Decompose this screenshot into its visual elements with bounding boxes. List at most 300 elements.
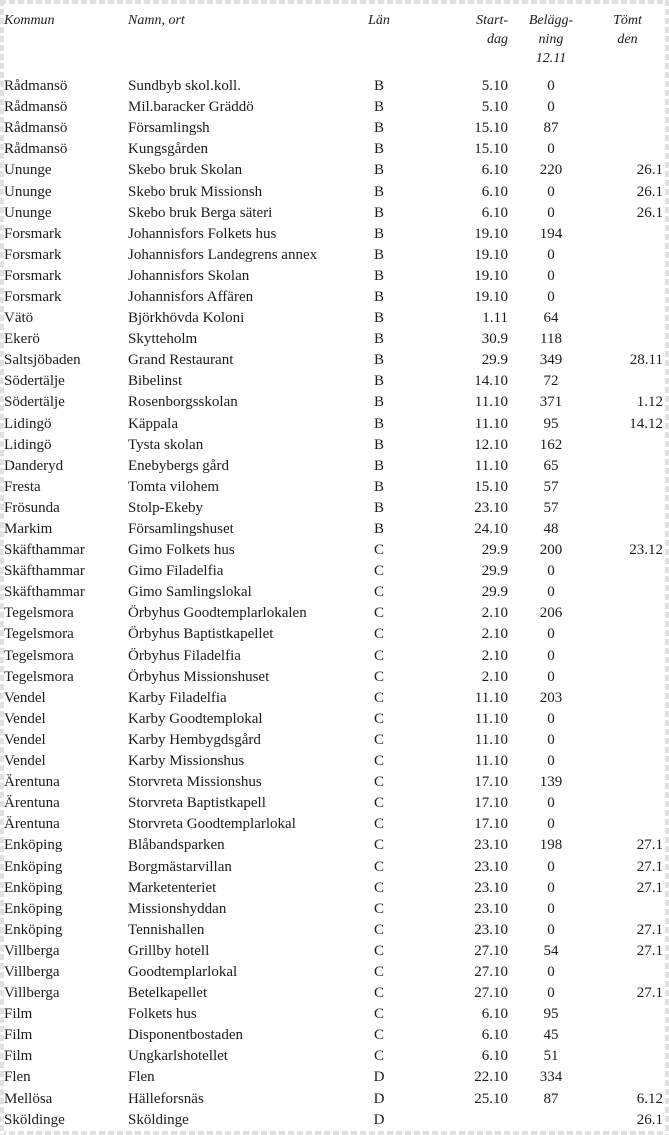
tomt-cell <box>586 308 665 329</box>
belaggning-cell: 198 <box>539 837 563 854</box>
belaggning-cell: 0 <box>547 816 555 833</box>
table-row <box>4 1110 665 1131</box>
namn-cell: Storvreta Baptistkapell <box>128 795 266 812</box>
startdag-cell: 19.10 <box>474 225 508 242</box>
kommun-cell: Fresta <box>4 478 41 495</box>
kommun-cell: Enköping <box>4 900 63 917</box>
belaggning-cell: 95 <box>543 1006 559 1023</box>
namn-cell: Borgmästarvillan <box>128 858 232 875</box>
startdag-cell: 23.10 <box>474 921 508 938</box>
kommun-cell: Skäfthammar <box>4 584 85 601</box>
namn-cell: Björkhövda Koloni <box>128 310 245 327</box>
lan-cell: B <box>373 183 384 200</box>
tomt-cell: 23.12 <box>629 542 663 559</box>
startdag-cell: 29.9 <box>481 584 508 601</box>
belaggning-cell: 220 <box>539 162 563 179</box>
table-row <box>4 983 665 1004</box>
kommun-cell: Forsmark <box>4 225 62 242</box>
tomt-cell <box>586 1067 665 1088</box>
namn-cell: Skebo bruk Missionsh <box>128 183 263 200</box>
namn-cell: Stolp-Ekeby <box>128 499 203 516</box>
kommun-cell: Saltsjöbaden <box>4 352 81 369</box>
lan-cell: B <box>373 78 384 95</box>
namn-cell: Ungkarlshotellet <box>128 1048 228 1065</box>
belaggning-cell: 51 <box>543 1048 559 1065</box>
tomt-cell <box>586 962 665 983</box>
lan-cell: B <box>373 99 384 116</box>
belaggning-cell: 57 <box>543 499 559 516</box>
startdag-cell: 23.10 <box>474 837 508 854</box>
lan-cell: C <box>373 795 384 812</box>
belaggning-cell: 206 <box>539 605 563 622</box>
lan-cell: B <box>373 394 384 411</box>
namn-cell: Enebybergs gård <box>128 457 229 474</box>
table-body <box>4 76 665 1131</box>
belaggning-cell: 194 <box>539 225 563 242</box>
table-row <box>4 624 665 645</box>
tomt-cell <box>586 709 665 730</box>
tomt-cell: 27.1 <box>636 858 663 875</box>
belaggning-cell: 0 <box>547 795 555 812</box>
belaggning-cell: 118 <box>540 331 562 348</box>
table-row <box>4 835 665 856</box>
namn-cell: Hälleforsnäs <box>128 1090 204 1107</box>
tomt-cell <box>586 1004 665 1025</box>
lan-cell: C <box>373 985 384 1002</box>
startdag-cell: 12.10 <box>474 436 508 453</box>
tomt-cell <box>586 667 665 688</box>
tomt-cell: 27.1 <box>636 985 663 1002</box>
page-edge-bottom <box>0 1131 669 1135</box>
namn-cell: Tennishallen <box>128 921 205 938</box>
namn-cell: Johannisfors Affären <box>128 288 254 305</box>
belaggning-cell: 203 <box>539 689 563 706</box>
lan-cell: B <box>373 310 384 327</box>
lan-cell: D <box>373 1069 385 1086</box>
belaggning-cell: 72 <box>543 373 559 390</box>
belaggning-cell: 0 <box>547 879 555 896</box>
namn-cell: Bibelinst <box>128 373 183 390</box>
header-startdag: Start- dag <box>476 13 508 47</box>
lan-cell: B <box>373 521 384 538</box>
kommun-cell: Lidingö <box>4 415 52 432</box>
header-belaggning: Belägg- ning 12.11 <box>528 13 574 66</box>
table-row <box>4 477 665 498</box>
belaggning-cell: 0 <box>547 647 555 664</box>
startdag-cell: 29.9 <box>481 563 508 580</box>
lan-cell: C <box>373 668 384 685</box>
lan-cell: D <box>373 1111 385 1128</box>
belaggning-cell: 95 <box>543 415 559 432</box>
namn-cell: Goodtemplarlokal <box>128 963 238 980</box>
tomt-cell <box>586 519 665 540</box>
kommun-cell: Film <box>4 1006 33 1023</box>
table-row <box>4 498 665 519</box>
startdag-cell: 11.10 <box>474 415 508 432</box>
table-row <box>4 772 665 793</box>
tomt-cell <box>586 435 665 456</box>
belaggning-cell: 334 <box>539 1069 563 1086</box>
tomt-cell <box>586 603 665 624</box>
lan-cell: C <box>373 1027 384 1044</box>
namn-cell: Kungsgården <box>128 141 208 158</box>
data-table <box>4 11 665 1131</box>
namn-cell: Betelkapellet <box>128 985 208 1002</box>
startdag-cell: 14.10 <box>474 373 508 390</box>
kommun-cell: Skäfthammar <box>4 563 85 580</box>
lan-cell: C <box>373 816 384 833</box>
startdag-cell <box>416 1110 516 1131</box>
startdag-cell: 19.10 <box>474 267 508 284</box>
table-row <box>4 814 665 835</box>
table-row <box>4 456 665 477</box>
namn-cell: Örbyhus Goodtemplarlokalen <box>128 605 307 622</box>
tomt-cell <box>586 582 665 603</box>
kommun-cell: Villberga <box>4 985 60 1002</box>
table-row <box>4 245 665 266</box>
belaggning-cell: 0 <box>547 963 555 980</box>
lan-cell: B <box>373 120 384 137</box>
table-row <box>4 561 665 582</box>
lan-cell: C <box>373 753 384 770</box>
belaggning-cell: 54 <box>543 942 559 959</box>
table-row <box>4 878 665 899</box>
lan-cell: C <box>373 837 384 854</box>
belaggning-cell <box>516 1110 586 1131</box>
lan-cell: B <box>373 162 384 179</box>
startdag-cell: 19.10 <box>474 288 508 305</box>
lan-cell: C <box>373 542 384 559</box>
belaggning-cell: 0 <box>547 99 555 116</box>
table-row <box>4 646 665 667</box>
tomt-cell <box>586 1025 665 1046</box>
namn-cell: Johannisfors Folkets hus <box>128 225 277 242</box>
belaggning-cell: 0 <box>547 731 555 748</box>
lan-cell: B <box>373 141 384 158</box>
kommun-cell: Vendel <box>4 710 46 727</box>
table-row <box>4 856 665 877</box>
belaggning-cell: 87 <box>543 120 559 137</box>
tomt-cell <box>586 224 665 245</box>
startdag-cell: 6.10 <box>481 162 508 179</box>
startdag-cell: 2.10 <box>481 668 508 685</box>
table-row <box>4 287 665 308</box>
namn-cell: Tomta vilohem <box>128 478 220 495</box>
namn-cell: Johannisfors Skolan <box>128 267 250 284</box>
startdag-cell: 6.10 <box>481 183 508 200</box>
tomt-cell <box>586 118 665 139</box>
kommun-cell: Enköping <box>4 858 63 875</box>
belaggning-cell: 0 <box>547 921 555 938</box>
startdag-cell: 27.10 <box>474 985 508 1002</box>
table-row <box>4 224 665 245</box>
table-row <box>4 793 665 814</box>
startdag-cell: 27.10 <box>474 963 508 980</box>
kommun-cell: Rådmansö <box>4 99 68 116</box>
namn-cell: Gimo Samlingslokal <box>128 584 252 601</box>
kommun-cell: Forsmark <box>4 288 62 305</box>
namn-cell: Skytteholm <box>128 331 198 348</box>
belaggning-cell: 0 <box>547 985 555 1002</box>
table-row <box>4 1025 665 1046</box>
namn-cell: Sköldinge <box>128 1111 189 1128</box>
namn-cell: Tysta skolan <box>128 436 204 453</box>
table-row <box>4 709 665 730</box>
kommun-cell: Enköping <box>4 837 63 854</box>
namn-cell: Gimo Filadelfia <box>128 563 224 580</box>
tomt-cell: 26.1 <box>636 1111 663 1128</box>
namn-cell: Grand Restaurant <box>128 352 234 369</box>
table-row <box>4 371 665 392</box>
tomt-cell <box>586 793 665 814</box>
belaggning-cell: 57 <box>543 478 559 495</box>
tomt-cell: 1.12 <box>636 394 663 411</box>
lan-cell: C <box>373 689 384 706</box>
table-row <box>4 308 665 329</box>
lan-cell: C <box>373 942 384 959</box>
kommun-cell: Sköldinge <box>4 1111 65 1128</box>
namn-cell: Storvreta Goodtemplarlokal <box>128 816 296 833</box>
startdag-cell: 29.9 <box>481 542 508 559</box>
tomt-cell: 26.1 <box>636 183 663 200</box>
belaggning-cell: 45 <box>543 1027 559 1044</box>
lan-cell: B <box>373 225 384 242</box>
startdag-cell: 11.10 <box>474 394 508 411</box>
startdag-cell: 15.10 <box>474 141 508 158</box>
tomt-cell <box>586 266 665 287</box>
header-kommun: Kommun <box>4 13 55 28</box>
startdag-cell: 23.10 <box>474 499 508 516</box>
tomt-cell <box>586 1046 665 1067</box>
lan-cell: B <box>373 373 384 390</box>
tomt-cell: 27.1 <box>636 942 663 959</box>
tomt-cell <box>586 688 665 709</box>
lan-cell: B <box>373 246 384 263</box>
namn-cell: Sundbyb skol.koll. <box>128 78 241 95</box>
startdag-cell: 11.10 <box>474 457 508 474</box>
header-tomt-den: Tömt den <box>613 13 642 47</box>
lan-cell: C <box>373 774 384 791</box>
table-row <box>4 603 665 624</box>
startdag-cell: 23.10 <box>474 858 508 875</box>
table-row <box>4 582 665 603</box>
startdag-cell: 23.10 <box>474 900 508 917</box>
startdag-cell: 6.10 <box>481 1027 508 1044</box>
namn-cell: Johannisfors Landegrens annex <box>128 246 318 263</box>
table-row <box>4 688 665 709</box>
table-row <box>4 540 665 561</box>
lan-cell: C <box>373 879 384 896</box>
header-namn-ort: Namn, ort <box>128 13 185 28</box>
startdag-cell: 29.9 <box>481 352 508 369</box>
table-row <box>4 435 665 456</box>
startdag-cell: 22.10 <box>474 1069 508 1086</box>
namn-cell: Skebo bruk Berga säteri <box>128 204 273 221</box>
lan-cell: B <box>373 415 384 432</box>
table-row <box>4 266 665 287</box>
belaggning-cell: 0 <box>547 204 555 221</box>
namn-cell: Marketenteriet <box>128 879 217 896</box>
kommun-cell: Rådmansö <box>4 141 68 158</box>
lan-cell: C <box>373 1006 384 1023</box>
belaggning-cell: 0 <box>547 858 555 875</box>
tomt-cell <box>586 287 665 308</box>
belaggning-cell: 139 <box>539 774 563 791</box>
kommun-cell: Tegelsmora <box>4 626 74 643</box>
kommun-cell: Enköping <box>4 879 63 896</box>
lan-cell: B <box>373 499 384 516</box>
belaggning-cell: 0 <box>547 668 555 685</box>
kommun-cell: Skäfthammar <box>4 542 85 559</box>
lan-cell: B <box>373 457 384 474</box>
lan-cell: B <box>373 436 384 453</box>
kommun-cell: Vendel <box>4 731 46 748</box>
tomt-cell <box>586 498 665 519</box>
kommun-cell: Ununge <box>4 183 52 200</box>
lan-cell: C <box>373 647 384 664</box>
tomt-cell: 14.12 <box>629 415 663 432</box>
startdag-cell: 5.10 <box>481 78 508 95</box>
tomt-cell <box>586 561 665 582</box>
table-row <box>4 751 665 772</box>
namn-cell: Örbyhus Missionshuset <box>128 668 270 685</box>
tomt-cell <box>586 751 665 772</box>
page-edge-right <box>665 0 669 1135</box>
startdag-cell: 19.10 <box>474 246 508 263</box>
table-row <box>4 519 665 540</box>
startdag-cell: 15.10 <box>474 120 508 137</box>
belaggning-cell: 0 <box>547 753 555 770</box>
startdag-cell: 11.10 <box>474 689 508 706</box>
tomt-cell: 27.1 <box>636 921 663 938</box>
startdag-cell: 6.10 <box>481 1006 508 1023</box>
kommun-cell: Film <box>4 1027 33 1044</box>
kommun-cell: Markim <box>4 521 53 538</box>
kommun-cell: Ekerö <box>4 331 40 348</box>
namn-cell: Församlingsh <box>128 120 210 137</box>
kommun-cell: Ärentuna <box>4 774 60 791</box>
kommun-cell: Tegelsmora <box>4 668 74 685</box>
tomt-cell <box>586 76 665 97</box>
tomt-cell <box>586 814 665 835</box>
namn-cell: Missionshyddan <box>128 900 227 917</box>
startdag-cell: 11.10 <box>474 710 508 727</box>
tomt-cell <box>586 456 665 477</box>
kommun-cell: Vendel <box>4 753 46 770</box>
lan-cell: B <box>373 288 384 305</box>
tomt-cell <box>586 139 665 160</box>
startdag-cell: 6.10 <box>481 204 508 221</box>
belaggning-cell: 0 <box>547 78 555 95</box>
startdag-cell: 25.10 <box>474 1090 508 1107</box>
table-row <box>4 1004 665 1025</box>
startdag-cell: 2.10 <box>481 626 508 643</box>
startdag-cell: 27.10 <box>474 942 508 959</box>
table-row <box>4 76 665 97</box>
namn-cell: Karby Filadelfia <box>128 689 227 706</box>
belaggning-cell: 0 <box>547 626 555 643</box>
kommun-cell: Danderyd <box>4 457 64 474</box>
tomt-cell <box>586 624 665 645</box>
table-row <box>4 414 665 435</box>
tomt-cell: 6.12 <box>636 1090 663 1107</box>
namn-cell: Storvreta Missionshus <box>128 774 262 791</box>
startdag-cell: 17.10 <box>474 816 508 833</box>
table-row <box>4 203 665 224</box>
table-row <box>4 962 665 983</box>
lan-cell: C <box>373 584 384 601</box>
startdag-cell: 24.10 <box>474 521 508 538</box>
table-row <box>4 118 665 139</box>
table-row <box>4 160 665 181</box>
tomt-cell <box>586 245 665 266</box>
table-row <box>4 97 665 118</box>
belaggning-cell: 0 <box>547 584 555 601</box>
table-row <box>4 920 665 941</box>
header-lan: Län <box>368 13 390 28</box>
kommun-cell: Ärentuna <box>4 795 60 812</box>
table-row <box>4 941 665 962</box>
namn-cell: Folkets hus <box>128 1006 197 1023</box>
tomt-cell <box>586 899 665 920</box>
lan-cell: C <box>373 563 384 580</box>
kommun-cell: Forsmark <box>4 246 62 263</box>
startdag-cell: 23.10 <box>474 879 508 896</box>
lan-cell: C <box>373 963 384 980</box>
namn-cell: Disponentbostaden <box>128 1027 243 1044</box>
belaggning-cell: 0 <box>547 288 555 305</box>
belaggning-cell: 0 <box>547 900 555 917</box>
belaggning-cell: 371 <box>539 394 563 411</box>
kommun-cell: Lidingö <box>4 436 52 453</box>
startdag-cell: 1.11 <box>482 310 508 327</box>
namn-cell: Flen <box>128 1069 155 1086</box>
belaggning-cell: 48 <box>543 521 559 538</box>
namn-cell: Karby Missionshus <box>128 753 245 770</box>
lan-cell: C <box>373 858 384 875</box>
startdag-cell: 5.10 <box>481 99 508 116</box>
lan-cell: C <box>373 710 384 727</box>
document-page <box>4 4 665 1131</box>
kommun-cell: Forsmark <box>4 267 62 284</box>
kommun-cell: Rådmansö <box>4 78 68 95</box>
namn-cell: Karby Hembygdsgård <box>128 731 261 748</box>
startdag-cell: 17.10 <box>474 774 508 791</box>
belaggning-cell: 162 <box>539 436 563 453</box>
lan-cell: B <box>373 478 384 495</box>
startdag-cell: 15.10 <box>474 478 508 495</box>
kommun-cell: Mellösa <box>4 1090 53 1107</box>
lan-cell: C <box>373 605 384 622</box>
belaggning-cell: 0 <box>547 141 555 158</box>
kommun-cell: Södertälje <box>4 373 65 390</box>
table-row <box>4 139 665 160</box>
kommun-cell: Tegelsmora <box>4 647 74 664</box>
belaggning-cell: 0 <box>547 710 555 727</box>
startdag-cell: 30.9 <box>481 331 508 348</box>
belaggning-cell: 87 <box>543 1090 559 1107</box>
startdag-cell: 2.10 <box>481 647 508 664</box>
table-row <box>4 667 665 688</box>
tomt-cell: 26.1 <box>636 162 663 179</box>
namn-cell: Gimo Folkets hus <box>128 542 235 559</box>
namn-cell: Karby Goodtemplokal <box>128 710 263 727</box>
belaggning-cell: 200 <box>539 542 563 559</box>
tomt-cell <box>586 371 665 392</box>
tomt-cell: 28.11 <box>629 352 663 369</box>
tomt-cell <box>586 772 665 793</box>
kommun-cell: Vendel <box>4 689 46 706</box>
